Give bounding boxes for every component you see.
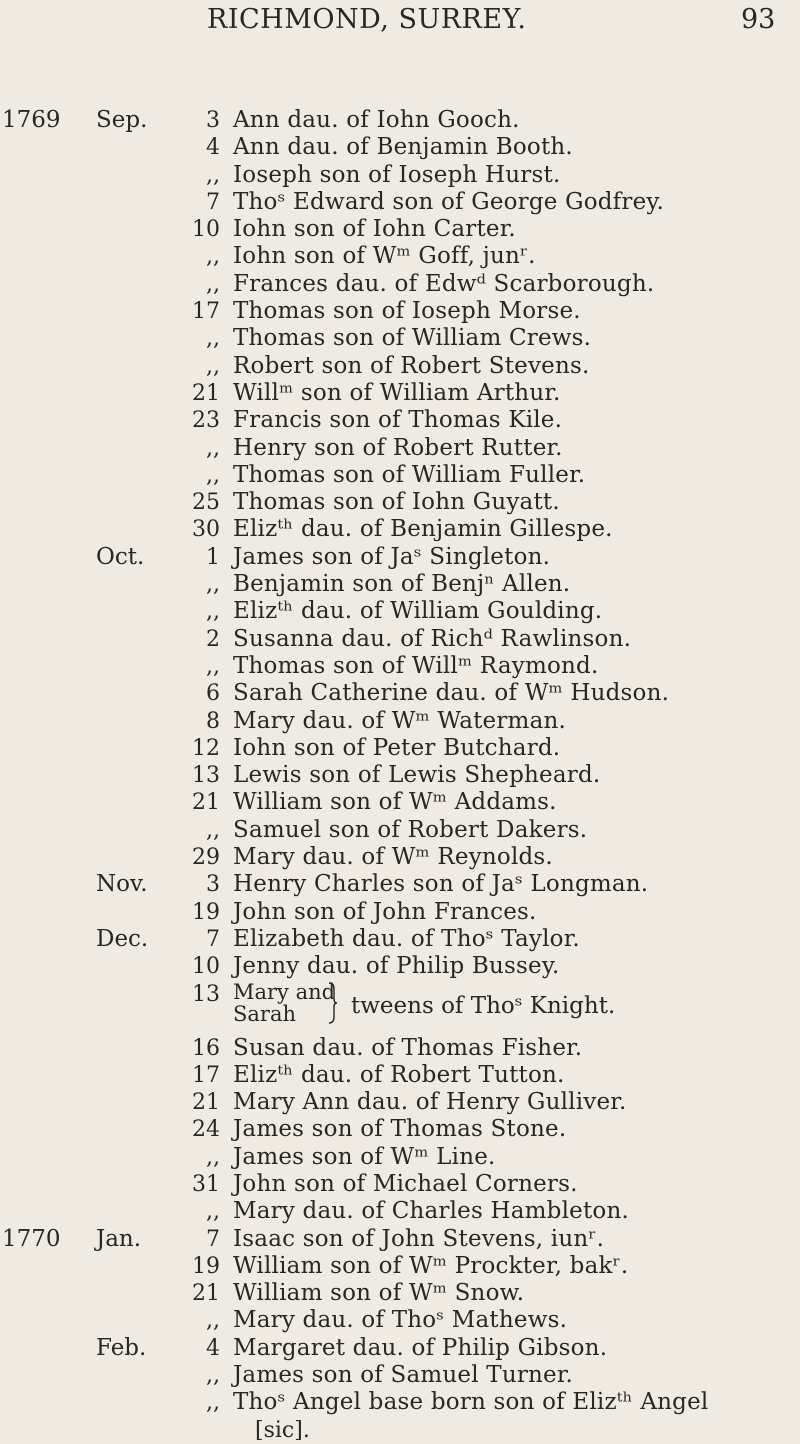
- entry-text: Frances dau. of Edwᵈ Scarborough.: [233, 270, 655, 297]
- entry-day: 19: [192, 899, 220, 925]
- entry-day: ,,: [206, 1363, 220, 1389]
- twin-entry-text: tweens of Thoˢ Knight.: [351, 992, 616, 1019]
- entry-text: James son of Wᵐ Line.: [233, 1143, 496, 1170]
- entry-text: Elizᵗʰ dau. of Robert Tutton.: [233, 1061, 565, 1088]
- entry-year: 1770: [2, 1225, 61, 1252]
- entry-day: ,,: [206, 462, 220, 488]
- entry-month: Jan.: [96, 1225, 142, 1252]
- register-entry: [0, 271, 800, 298]
- entry-day: 31: [192, 1171, 220, 1197]
- entry-month: Oct.: [96, 543, 145, 570]
- twin-name: Mary and: [233, 979, 336, 1004]
- entry-text: William son of Wᵐ Addams.: [233, 789, 557, 816]
- entry-text: Mary dau. of Charles Hambleton.: [233, 1198, 629, 1225]
- entry-text: Mary dau. of Thoˢ Mathews.: [233, 1307, 568, 1334]
- twin-names: [233, 981, 335, 1025]
- register-entry: [0, 489, 800, 516]
- register-entry: [0, 243, 800, 270]
- entry-year: 1769: [2, 107, 61, 133]
- entry-day: ,,: [206, 271, 220, 297]
- entry-text: Benjamin son of Benjⁿ Allen.: [233, 571, 571, 598]
- entry-text: Francis son of Thomas Kile.: [233, 407, 563, 434]
- register-entry: [0, 462, 800, 489]
- register-entry: [0, 953, 800, 980]
- register-entry: [0, 544, 800, 571]
- entry-day: 13: [192, 981, 220, 1007]
- entry-day: ,,: [206, 572, 220, 598]
- register-entry: [0, 353, 800, 380]
- register-entry: [0, 216, 800, 243]
- register-entry: [0, 1089, 800, 1116]
- entry-text: Iohn son of Peter Butchard.: [233, 734, 561, 761]
- entry-day: 23: [192, 408, 220, 434]
- baptism-register-list: [0, 107, 800, 1444]
- entry-text: Mary Ann dau. of Henry Gulliver.: [233, 1089, 627, 1116]
- entry-text: Samuel son of Robert Dakers.: [233, 816, 588, 843]
- entry-day: ,,: [206, 1308, 220, 1334]
- register-entry: [0, 899, 800, 926]
- register-entry: [0, 134, 800, 161]
- running-title: RICHMOND, SURREY.: [207, 4, 527, 35]
- entry-day: ,,: [206, 326, 220, 352]
- entry-month: Feb.: [96, 1334, 147, 1361]
- entry-day: 17: [192, 1062, 220, 1088]
- entry-day: 21: [192, 380, 220, 406]
- register-entry: [0, 1335, 800, 1362]
- register-entry: [0, 407, 800, 434]
- entry-day: 7: [206, 189, 220, 215]
- register-entry: [0, 1035, 800, 1062]
- register-entry: [0, 653, 800, 680]
- entry-day: 1: [206, 544, 220, 570]
- brace-icon: [328, 981, 338, 1025]
- entry-text: Thomas son of William Crews.: [233, 325, 592, 352]
- entry-text: Robert son of Robert Stevens.: [233, 352, 590, 379]
- entry-month: Nov.: [96, 871, 148, 898]
- entry-text: James son of Thomas Stone.: [233, 1116, 567, 1143]
- entry-text: Iohn son of Wᵐ Goff, junʳ.: [233, 243, 536, 270]
- register-entry: [0, 1116, 800, 1143]
- entry-text: Thoˢ Edward son of George Godfrey.: [233, 188, 665, 215]
- entry-text: Henry son of Robert Rutter.: [233, 434, 563, 461]
- entry-day: 4: [206, 1335, 220, 1361]
- entry-day: ,,: [206, 1390, 220, 1416]
- register-entry: [0, 435, 800, 462]
- register-entry: [0, 871, 800, 898]
- entry-text: Margaret dau. of Philip Gibson.: [233, 1334, 608, 1361]
- register-entry: [0, 189, 800, 216]
- entry-day: 3: [206, 108, 220, 133]
- register-entry: [0, 571, 800, 598]
- register-entry: [0, 325, 800, 352]
- entry-text: Ioseph son of Ioseph Hurst.: [233, 161, 561, 188]
- entry-day: ,,: [206, 817, 220, 843]
- entry-month: Dec.: [96, 925, 149, 952]
- entry-text: Elizᵗʰ dau. of William Goulding.: [233, 598, 603, 625]
- twin-entry: [233, 981, 793, 1035]
- entry-text: Ann dau. of Iohn Gooch.: [233, 107, 520, 133]
- register-entry: [0, 1389, 800, 1416]
- register-entry: [0, 1226, 800, 1253]
- entry-text: John son of John Frances.: [233, 898, 537, 925]
- entry-text: Iohn son of Iohn Carter.: [233, 216, 516, 243]
- entry-text: Susan dau. of Thomas Fisher.: [233, 1034, 583, 1061]
- register-entry: [0, 844, 800, 871]
- register-entry: [0, 598, 800, 625]
- register-entry: [0, 926, 800, 953]
- entry-day: 21: [192, 1281, 220, 1307]
- entry-text: Susanna dau. of Richᵈ Rawlinson.: [233, 625, 632, 652]
- page-header: [0, 4, 800, 44]
- entry-day: ,,: [206, 353, 220, 379]
- entry-day: 16: [192, 1035, 220, 1061]
- entry-day: 21: [192, 790, 220, 816]
- entry-day: 7: [206, 926, 220, 952]
- entry-text: Thomas son of Willᵐ Raymond.: [233, 652, 599, 679]
- entry-continuation: [sic].: [255, 1417, 310, 1443]
- entry-text: Isaac son of John Stevens, iunʳ.: [233, 1225, 605, 1252]
- entry-day: ,,: [206, 1199, 220, 1225]
- register-entry: [0, 817, 800, 844]
- entry-day: ,,: [206, 653, 220, 679]
- register-entry: [0, 1198, 800, 1225]
- register-entry: [0, 162, 800, 189]
- entry-text: Ann dau. of Benjamin Booth.: [233, 134, 573, 161]
- register-entry: [0, 380, 800, 407]
- entry-day: 4: [206, 135, 220, 161]
- page-number: 93: [741, 4, 776, 35]
- entry-text: Henry Charles son of Jaˢ Longman.: [233, 871, 649, 898]
- register-entry: [0, 298, 800, 325]
- register-entry: [0, 1280, 800, 1307]
- entry-day: ,,: [206, 1144, 220, 1170]
- entry-day: 13: [192, 763, 220, 789]
- register-entry: [0, 1307, 800, 1334]
- entry-day: 12: [192, 735, 220, 761]
- entry-text: John son of Michael Corners.: [233, 1170, 578, 1197]
- entry-text: Thomas son of Iohn Guyatt.: [233, 489, 560, 516]
- register-entry: [0, 762, 800, 789]
- entry-day: 6: [206, 681, 220, 707]
- entry-text: James son of Jaˢ Singleton.: [233, 543, 551, 570]
- register-entry: [0, 981, 800, 1035]
- entry-text: William son of Wᵐ Snow.: [233, 1280, 525, 1307]
- entry-day: ,,: [206, 244, 220, 270]
- register-entry: [0, 1144, 800, 1171]
- entry-day: 24: [192, 1117, 220, 1143]
- entry-text: James son of Samuel Turner.: [233, 1362, 574, 1389]
- entry-day: 17: [192, 299, 220, 325]
- register-entry: [0, 1062, 800, 1089]
- register-entry: [0, 626, 800, 653]
- entry-day: 2: [206, 626, 220, 652]
- entry-month: Sep.: [96, 107, 148, 133]
- register-entry: [0, 107, 800, 134]
- entry-day: 10: [192, 954, 220, 980]
- register-entry: [0, 1253, 800, 1280]
- entry-day: 21: [192, 1090, 220, 1116]
- register-entry: [0, 516, 800, 543]
- entry-day: ,,: [206, 162, 220, 188]
- register-entry: [0, 735, 800, 762]
- register-entry: [0, 789, 800, 816]
- entry-text: Jenny dau. of Philip Bussey.: [233, 953, 560, 980]
- entry-day: 19: [192, 1253, 220, 1279]
- entry-day: 7: [206, 1226, 220, 1252]
- entry-text: Willᵐ son of William Arthur.: [233, 379, 561, 406]
- twin-name: Sarah: [233, 1001, 296, 1026]
- entry-day: 29: [192, 845, 220, 871]
- entry-text: William son of Wᵐ Prockter, bakʳ.: [233, 1252, 629, 1279]
- entry-day: 8: [206, 708, 220, 734]
- entry-text: Mary dau. of Wᵐ Reynolds.: [233, 844, 553, 871]
- entry-day: 10: [192, 217, 220, 243]
- register-entry: [0, 1417, 800, 1444]
- entry-day: ,,: [206, 599, 220, 625]
- entry-text: Elizᵗʰ dau. of Benjamin Gillespe.: [233, 516, 613, 543]
- entry-text: Thoˢ Angel base born son of Elizᵗʰ Angel: [233, 1389, 709, 1416]
- entry-day: ,,: [206, 435, 220, 461]
- entry-text: Thomas son of Ioseph Morse.: [233, 298, 581, 325]
- entry-text: Thomas son of William Fuller.: [233, 461, 586, 488]
- entry-text: Lewis son of Lewis Shepheard.: [233, 762, 601, 789]
- entry-day: 3: [206, 872, 220, 898]
- entry-text: Elizabeth dau. of Thoˢ Taylor.: [233, 925, 580, 952]
- entry-day: 25: [192, 490, 220, 516]
- register-entry: [0, 708, 800, 735]
- entry-text: Sarah Catherine dau. of Wᵐ Hudson.: [233, 680, 670, 707]
- entry-text: Mary dau. of Wᵐ Waterman.: [233, 707, 567, 734]
- register-entry: [0, 1171, 800, 1198]
- register-entry: [0, 680, 800, 707]
- register-entry: [0, 1362, 800, 1389]
- entry-day: 30: [192, 517, 220, 543]
